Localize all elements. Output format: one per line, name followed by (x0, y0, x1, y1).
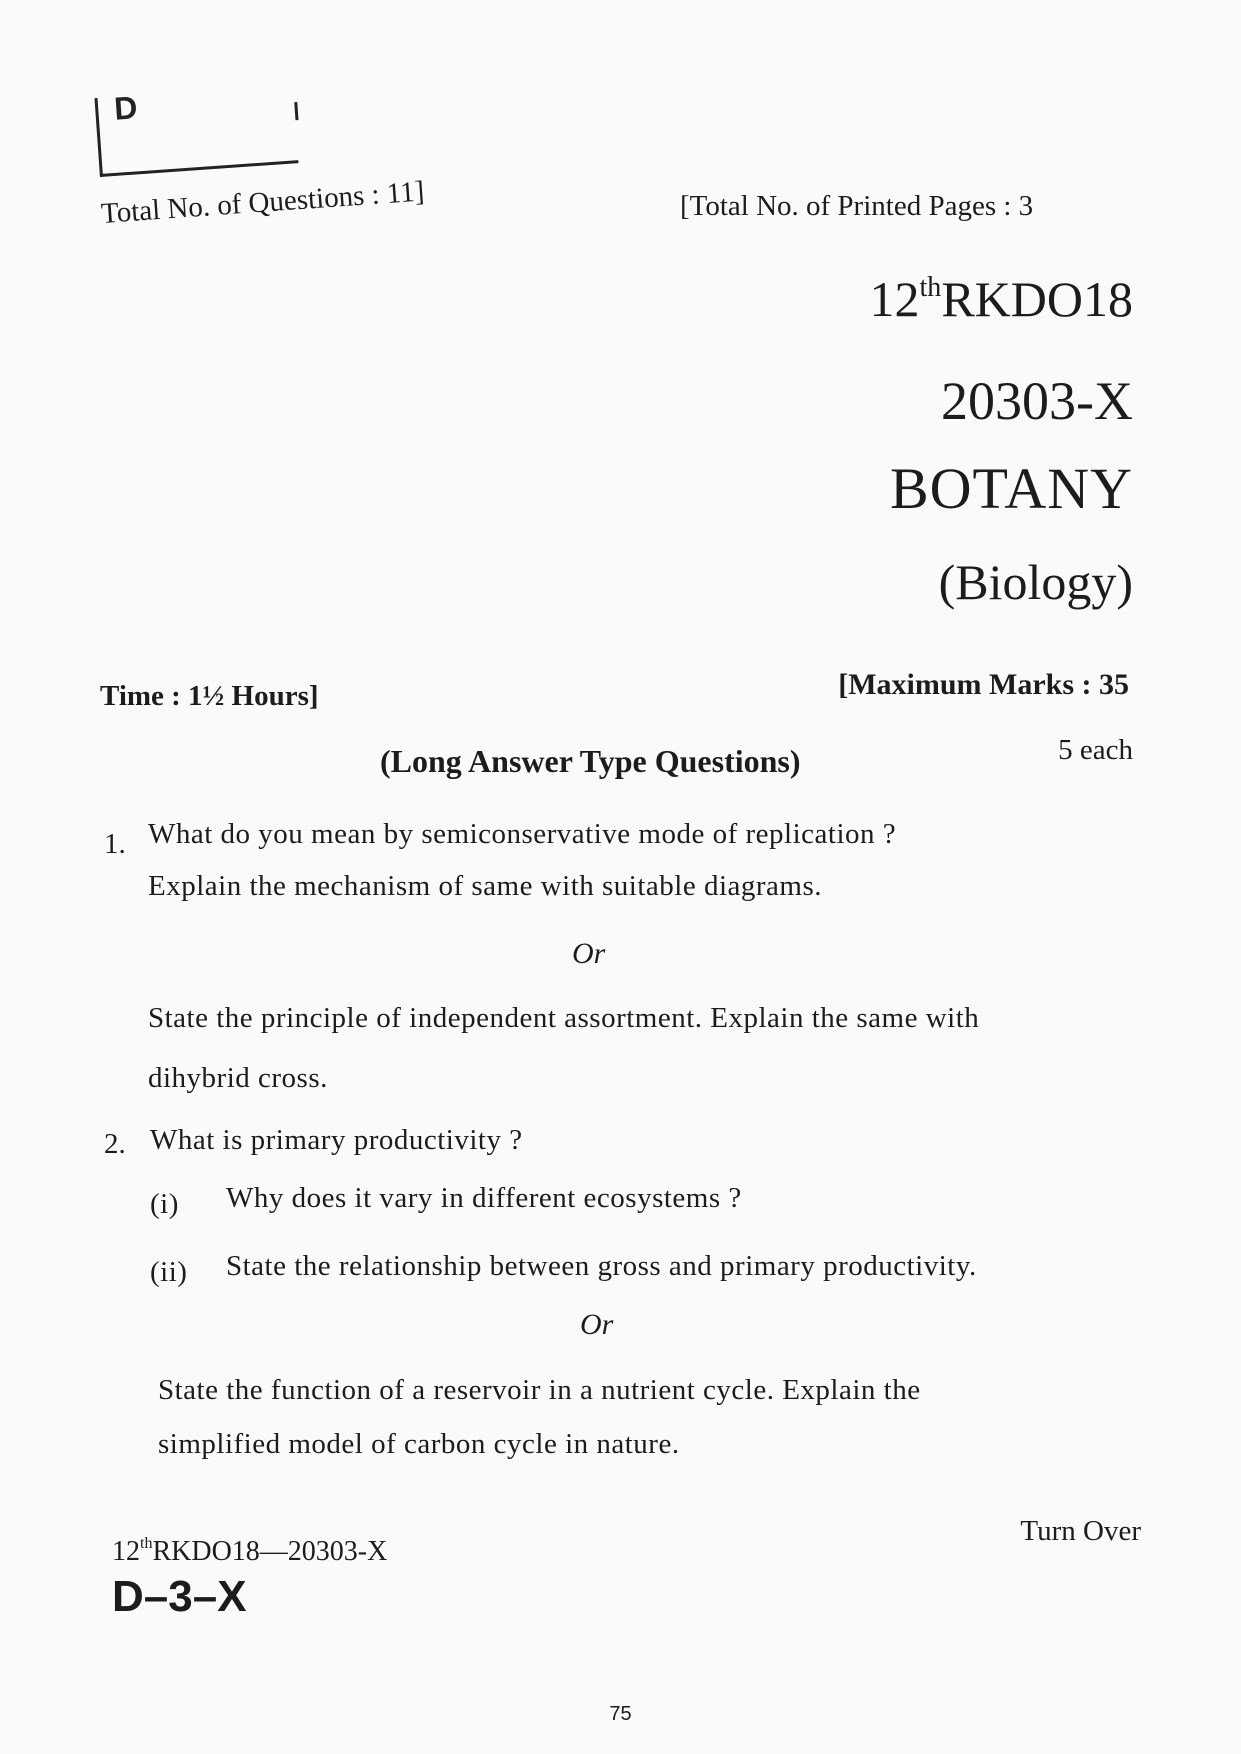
question-line: simplified model of carbon cycle in nature. (158, 1428, 680, 1460)
subject-title: BOTANY (889, 456, 1133, 521)
or-separator: Or (580, 1308, 614, 1341)
maximum-marks: [Maximum Marks : 35 (838, 668, 1129, 701)
corner-mark: D (113, 89, 139, 127)
or-separator: Or (572, 937, 606, 970)
marks-each: 5 each (1058, 734, 1133, 766)
turn-over-note: Turn Over (1020, 1515, 1141, 1547)
corner-box-tick (294, 102, 298, 120)
exam-time: Time : 1½ Hours] (100, 680, 319, 712)
footer-code-sup: th (140, 1535, 153, 1552)
total-questions: Total No. of Questions : 11] (100, 175, 426, 230)
question-line: What is primary productivity ? (150, 1124, 523, 1156)
paper-code (870, 270, 1133, 328)
paper-code-sup: th (919, 272, 942, 303)
subpart-label: (ii) (150, 1256, 188, 1288)
footer-code-suffix: RKDO18—20303-X (152, 1536, 388, 1567)
subject-code: 20303-X (941, 371, 1133, 431)
subpart-label: (i) (150, 1188, 179, 1220)
total-printed-pages: [Total No. of Printed Pages : 3 (680, 190, 1034, 222)
subpart-text: Why does it vary in different ecosystems ? (226, 1182, 742, 1214)
paper-set-code: D–3–X (112, 1572, 247, 1621)
question-number: 1. (104, 828, 126, 860)
corner-stamp-box (94, 84, 298, 177)
question-line: dihybrid cross. (148, 1062, 328, 1094)
section-heading: (Long Answer Type Questions) (380, 743, 801, 779)
question-number: 2. (104, 1128, 126, 1160)
question-line: State the function of a reservoir in a nutrient cycle. Explain the (158, 1374, 921, 1406)
page-number: 75 (609, 1703, 632, 1725)
question-line: Explain the mechanism of same with suitable diagrams. (148, 870, 823, 902)
paper-code-suffix: RKDO18 (941, 271, 1133, 327)
subpart-text: State the relationship between gross and primary productivity. (226, 1250, 977, 1282)
footer-code-prefix: 12 (112, 1536, 140, 1567)
question-line: What do you mean by semiconservative mode of replication ? (148, 818, 897, 850)
paper-code-prefix: 12 (869, 271, 920, 327)
question-line: State the principle of independent assortment. Explain the same with (148, 1002, 980, 1034)
footer-paper-code (112, 1536, 387, 1568)
sub-subject-title: (Biology) (938, 554, 1133, 610)
